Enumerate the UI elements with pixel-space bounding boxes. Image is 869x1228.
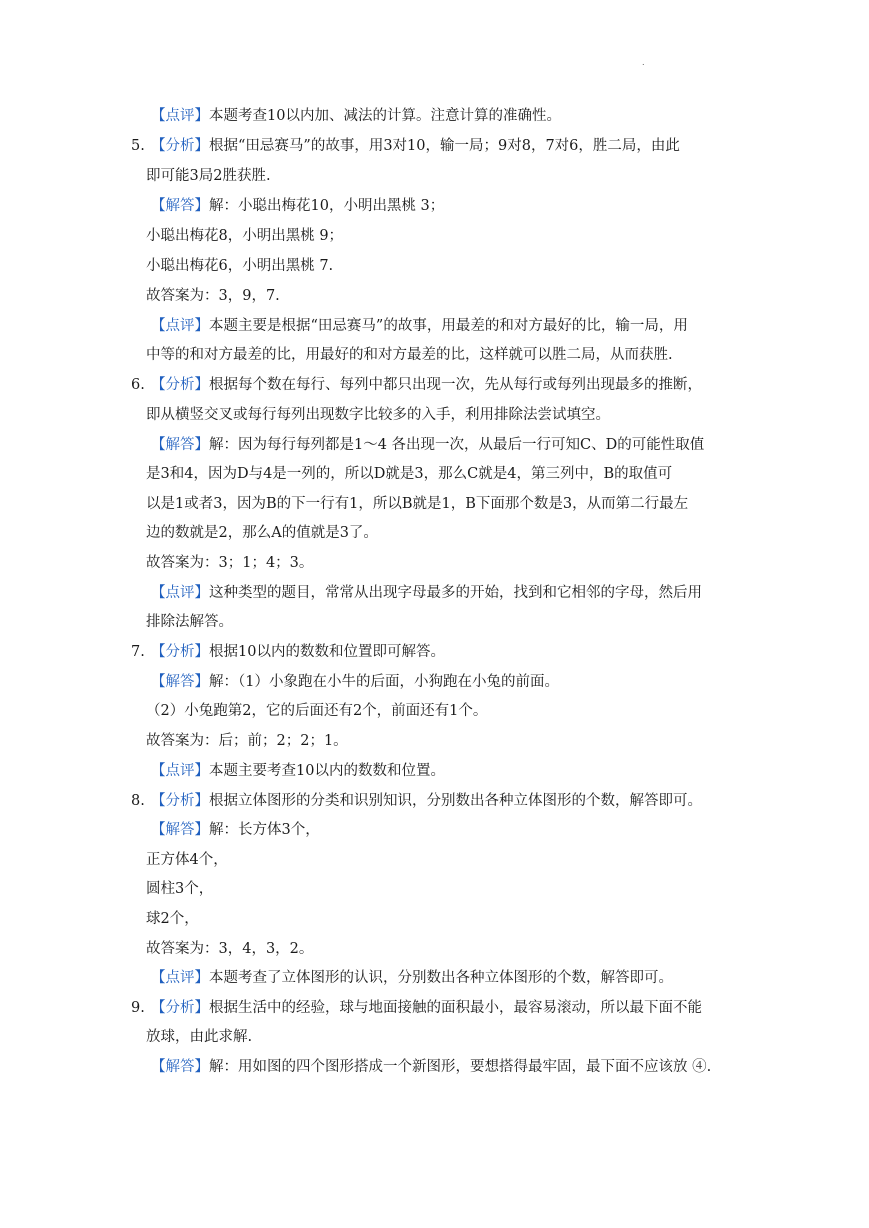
fenxi-tag: 【分析】 — [151, 377, 209, 393]
q7-fenxi — [151, 642, 445, 662]
q9-fenxi — [151, 998, 702, 1018]
q6-fenxi — [151, 375, 702, 395]
fenxi-tag: 【分析】 — [151, 1000, 209, 1016]
q5-dianping-text-2: 中等的和对方最差的比，用最好的和对方最差的比，这样就可以胜二局，从而获胜. — [146, 347, 673, 363]
jieda-tag: 【解答】 — [151, 822, 209, 838]
q6-jieda-text-3: 以是1或者3，因为B的下一行有1，所以B就是1，B下面那个数是3，从而第二行最左 — [146, 496, 689, 512]
q5-fenxi-text-2: 即可能3局2胜获胜. — [146, 168, 271, 184]
dianping-tag: 【点评】 — [151, 970, 209, 986]
q6-number: 6. — [131, 377, 145, 393]
q8-fenxi — [151, 791, 702, 811]
q6-fenxi-text-1: 根据每个数在每行、每列中都只出现一次，先从每行或每列出现最多的推断， — [209, 377, 702, 393]
q6-dianping-text-2: 排除法解答。 — [146, 614, 233, 630]
q6-dianping-text-1: 这种类型的题目，常常从出现字母最多的开始，找到和它相邻的字母，然后用 — [209, 585, 702, 601]
q8-fenxi-text-1: 根据立体图形的分类和识别知识，分别数出各种立体图形的个数，解答即可。 — [209, 793, 702, 809]
q6-jieda-text-1: 解：因为每行每列都是1～4 各出现一次，从最后一行可知C、D的可能性取值 — [209, 437, 705, 453]
q5-number: 5. — [131, 138, 145, 154]
q6-jieda-text-4: 边的数就是2，那么A的值就是3了。 — [146, 525, 378, 541]
q5-dianping-text-1: 本题主要是根据“田忌赛马”的故事，用最差的和对方最好的比，输一局，用 — [209, 318, 688, 334]
q8-number: 8. — [131, 793, 145, 809]
q6-jieda — [151, 435, 704, 455]
header-mark: . — [642, 58, 645, 67]
jieda-tag: 【解答】 — [151, 198, 209, 214]
q8-jieda-text-2: 正方体4个， — [146, 852, 228, 868]
q7-answer: 故答案为：后；前；2；2；1。 — [146, 733, 348, 749]
q8-dianping-text-1: 本题考查了立体图形的认识，分别数出各种立体图形的个数，解答即可。 — [209, 970, 673, 986]
dianping-tag: 【点评】 — [151, 108, 209, 124]
q7-dianping — [151, 761, 445, 781]
q8-jieda — [151, 820, 320, 840]
fenxi-tag: 【分析】 — [151, 138, 209, 154]
q8-jieda-text-1: 解：长方体3个， — [209, 822, 320, 838]
q7-fenxi-text-1: 根据10以内的数数和位置即可解答。 — [209, 644, 445, 660]
q5-fenxi-text-1: 根据“田忌赛马”的故事，用3对10，输一局；9对8，7对6，胜二局，由此 — [209, 138, 680, 154]
q4-dianping — [151, 106, 561, 126]
q9-jieda-text-1: 解：用如图的四个图形搭成一个新图形，要想搭得最牢固，最下面不应该放 ④. — [209, 1059, 712, 1075]
q5-jieda-text-3: 小聪出梅花6，小明出黑桃 7. — [146, 258, 334, 274]
dianping-tag: 【点评】 — [151, 763, 209, 779]
q6-jieda-text-2: 是3和4，因为D与4是一列的，所以D就是3，那么C就是4，第三列中，B的取值可 — [146, 466, 673, 482]
q5-dianping — [151, 316, 688, 336]
q6-answer: 故答案为：3；1；4；3。 — [146, 555, 314, 571]
dianping-tag: 【点评】 — [151, 318, 209, 334]
q9-fenxi-text-1: 根据生活中的经验，球与地面接触的面积最小，最容易滚动，所以最下面不能 — [209, 1000, 702, 1016]
q8-jieda-text-4: 球2个， — [146, 911, 199, 927]
q8-jieda-text-3: 圆柱3个， — [146, 881, 214, 897]
q7-number: 7. — [131, 644, 145, 660]
jieda-tag: 【解答】 — [151, 437, 209, 453]
q9-jieda — [151, 1057, 711, 1077]
q5-answer: 故答案为：3，9，7. — [146, 288, 280, 304]
q7-dianping-text-1: 本题主要考查10以内的数数和位置。 — [209, 763, 445, 779]
q5-fenxi — [151, 136, 680, 156]
q8-dianping — [151, 968, 673, 988]
q9-fenxi-text-2: 放球，由此求解. — [146, 1029, 253, 1045]
q9-number: 9. — [131, 1000, 145, 1016]
q6-dianping — [151, 583, 702, 603]
q8-answer: 故答案为：3，4，3，2。 — [146, 941, 314, 957]
fenxi-tag: 【分析】 — [151, 644, 209, 660]
q5-jieda-text-1: 解：小聪出梅花10，小明出黑桃 3； — [209, 198, 445, 214]
q7-jieda-text-1: 解：（1）小象跑在小牛的后面，小狗跑在小兔的前面。 — [209, 674, 559, 690]
q5-jieda-text-2: 小聪出梅花8，小明出黑桃 9； — [146, 228, 344, 244]
q4-dianping-text: 本题考查10以内加、减法的计算。注意计算的准确性。 — [209, 108, 561, 124]
jieda-tag: 【解答】 — [151, 1059, 209, 1075]
q5-jieda — [151, 196, 444, 216]
fenxi-tag: 【分析】 — [151, 793, 209, 809]
q7-jieda-text-2: （2）小兔跑第2，它的后面还有2个，前面还有1个。 — [146, 703, 488, 719]
q6-fenxi-text-2: 即从横竖交叉或每行每列出现数字比较多的入手，利用排除法尝试填空。 — [146, 407, 610, 423]
dianping-tag: 【点评】 — [151, 585, 209, 601]
jieda-tag: 【解答】 — [151, 674, 209, 690]
q7-jieda — [151, 672, 559, 692]
